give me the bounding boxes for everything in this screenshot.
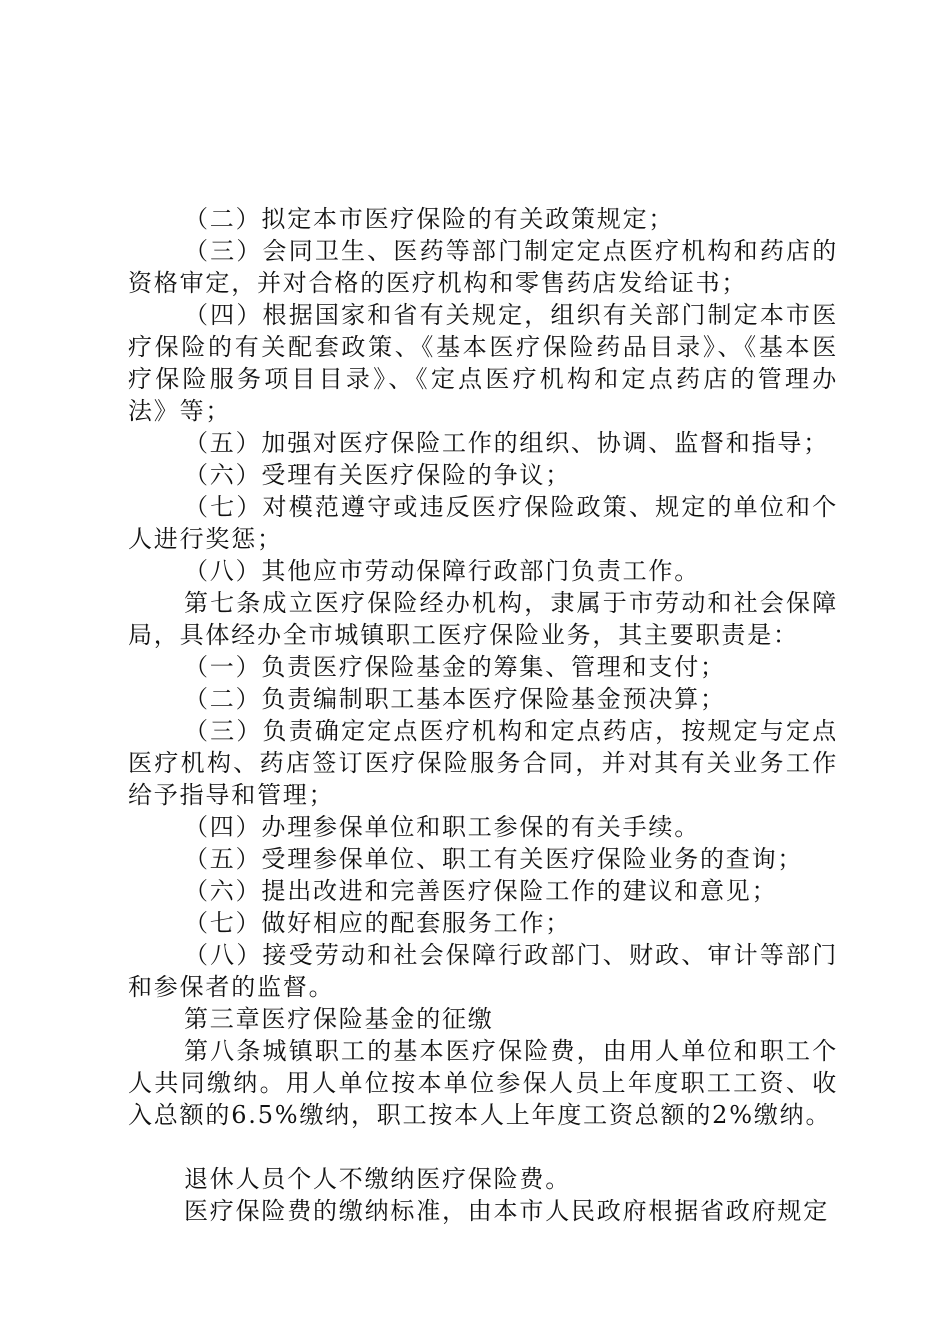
- duty-item-8: （八）接受劳动和社会保障行政部门、财政、审计等部门和参保者的监督。: [128, 941, 838, 1001]
- chapter-3-heading: 第三章医疗保险基金的征缴: [184, 1005, 494, 1033]
- article-7-paragraph: 第七条成立医疗保险经办机构，隶属于市劳动和社会保障局，具体经办全市城镇职工医疗保险业务，其主要职责是：: [128, 589, 838, 649]
- duty-item-2: （二）负责编制职工基本医疗保险基金预决算；: [184, 685, 726, 713]
- duty-item-4: （四）办理参保单位和职工参保的有关手续。: [184, 813, 700, 841]
- paragraph-item-6: （六）受理有关医疗保险的争议；: [184, 461, 571, 489]
- duty-item-7: （七）做好相应的配套服务工作；: [184, 909, 571, 937]
- paragraph-item-4: （四）根据国家和省有关规定，组织有关部门制定本市医疗保险的有关配套政策、《基本医疗保险药品目录》、《基本医疗保险服务项目目录》、《定点医疗机构和定点药店的管理办法》等；: [128, 301, 838, 425]
- contribution-standard-paragraph: 医疗保险费的缴纳标准，由本市人民政府根据省政府规定: [184, 1197, 829, 1225]
- paragraph-item-2: （二）拟定本市医疗保险的有关政策规定；: [184, 205, 675, 233]
- duty-item-5: （五）受理参保单位、职工有关医疗保险业务的查询；: [184, 845, 804, 873]
- retiree-paragraph: 退休人员个人不缴纳医疗保险费。: [184, 1165, 571, 1193]
- duty-item-6: （六）提出改进和完善医疗保险工作的建议和意见；: [184, 877, 778, 905]
- paragraph-item-3: （三）会同卫生、医药等部门制定定点医疗机构和药店的资格审定，并对合格的医疗机构和零售药店发给证书；: [128, 237, 838, 297]
- paragraph-item-5: （五）加强对医疗保险工作的组织、协调、监督和指导；: [184, 429, 829, 457]
- article-8-paragraph: 第八条城镇职工的基本医疗保险费，由用人单位和职工个人共同缴纳。用人单位按本单位参保人员上年度职工工资、收入总额的6.5%缴纳，职工按本人上年度工资总额的2%缴纳。: [128, 1037, 838, 1129]
- document-body: [128, 203, 838, 1227]
- paragraph-item-8: （八）其他应市劳动保障行政部门负责工作。: [184, 557, 700, 585]
- duty-item-3: （三）负责确定定点医疗机构和定点药店，按规定与定点医疗机构、药店签订医疗保险服务合同，并对其有关业务工作给予指导和管理；: [128, 717, 838, 809]
- duty-item-1: （一）负责医疗保险基金的筹集、管理和支付；: [184, 653, 726, 681]
- paragraph-item-7: （七）对模范遵守或违反医疗保险政策、规定的单位和个人进行奖惩；: [128, 493, 838, 553]
